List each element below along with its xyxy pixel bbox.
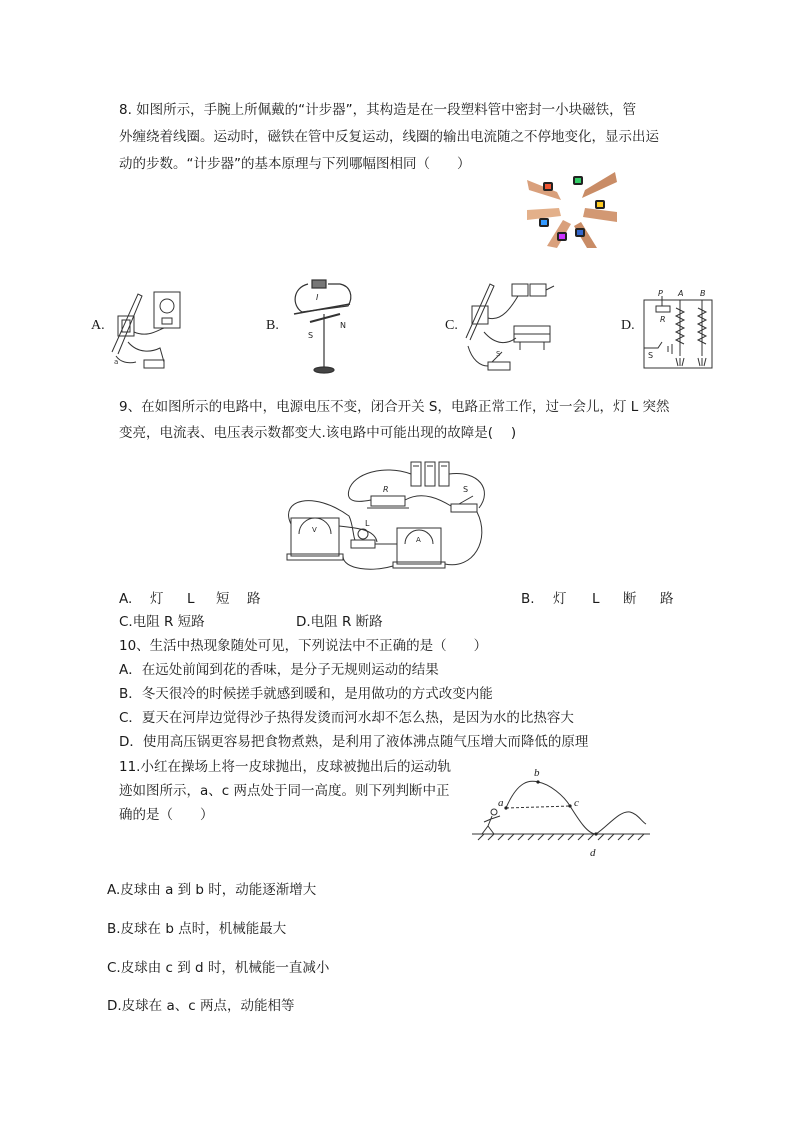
q8-figure-a-generator (108, 282, 188, 374)
q8-fig-d-label-a: A (678, 289, 684, 298)
q11-option-c: C.皮球由 c 到 d 时，机械能一直减小 (107, 960, 330, 976)
q11-text-line-1: 11.小红在操场上将一皮球抛出，皮球被抛出后的运动轨 (119, 759, 451, 775)
q9-option-a-word-3: 短 (216, 591, 230, 607)
q9-fig-label-v: V (312, 526, 317, 534)
q8-option-d-label: D. (621, 318, 635, 333)
q10-stem: 10、生活中热现象随处可见，下列说法中不正确的是（ ） (119, 638, 488, 654)
q9-fig-label-a: A (416, 536, 421, 544)
q8-option-a-label: A. (91, 318, 105, 333)
q11-option-a: A.皮球由 a 到 b 时，动能逐渐增大 (107, 882, 317, 898)
svg-text:a: a (114, 358, 119, 366)
q8-figure-c-motor (462, 276, 558, 376)
q8-text-line-2: 外缠绕着线圈。运动时，磁铁在管中反复运动，线圈的输出电流随之不停地变化，显示出运 (119, 129, 659, 145)
q10-option-c: C．夏天在河岸边觉得沙子热得发烫而河水却不怎么热，是因为水的比热容大 (119, 710, 574, 726)
q9-fig-label-r: R (383, 485, 389, 494)
q9-option-a-word-2: L (187, 591, 195, 607)
q9-circuit-figure (283, 460, 493, 582)
q11-trajectory-figure (470, 766, 652, 860)
q8-fig-d-label-b: B (700, 289, 706, 298)
q11-fig-label-c: c (574, 797, 579, 809)
q9-option-a-word-1: 灯 (150, 591, 164, 607)
q9-option-a-word-4: 路 (247, 591, 261, 607)
q8-figure-b-oersted (288, 276, 358, 380)
q9-fig-label-l: L (365, 519, 370, 528)
q10-option-a: A．在远处前闻到花的香味，是分子无规则运动的结果 (119, 662, 439, 678)
q9-fig-label-s: S (463, 485, 469, 494)
q8-option-b-label: B. (266, 318, 279, 333)
q8-text-line-3: 动的步数。“计步器”的基本原理与下列哪幅图相同（ ） (119, 156, 471, 172)
q9-option-b-word-1: 灯 (553, 591, 567, 607)
q11-fig-label-b: b (534, 767, 540, 779)
q9-option-c: C.电阻 R 短路 (119, 614, 205, 630)
q9-option-b-prefix: B. (521, 591, 535, 607)
q11-fig-label-a: a (498, 797, 504, 809)
q11-text-line-2: 迹如图所示，a、c 两点处于同一高度。则下列判断中正 (119, 783, 450, 799)
pedometer-wrists-photo (527, 170, 617, 248)
q11-option-d: D.皮球在 a、c 两点，动能相等 (107, 998, 295, 1014)
q11-text-line-3: 确的是（ ） (119, 807, 214, 823)
q8-option-c-label: C. (445, 318, 458, 333)
q9-text-line-1: 9、在如图所示的电路中，电源电压不变，闭合开关 S，电路正常工作，过一会儿，灯 L 突然 (119, 399, 670, 415)
q9-option-b-word-2: L (592, 591, 600, 607)
q9-text-line-2: 变亮，电流表、电压表示数都变大.该电路中可能出现的故障是( ) (119, 425, 517, 441)
svg-text:S: S (496, 350, 501, 358)
q11-fig-label-d: d (590, 847, 596, 859)
q9-option-a-prefix: A. (119, 591, 133, 607)
q10-option-d: D．使用高压锅更容易把食物煮熟，是利用了液体沸点随气压增大而降低的原理 (119, 734, 589, 750)
q9-option-d: D.电阻 R 断路 (296, 614, 383, 630)
q8-fig-d-label-s: S (648, 351, 654, 360)
q8-fig-b-label-i: I (316, 293, 319, 302)
q8-text-line-1: 8. 如图所示，手腕上所佩戴的“计步器”，其构造是在一段塑料管中密封一小块磁铁，管 (119, 102, 637, 118)
q8-fig-b-label-n: N (340, 321, 346, 330)
q8-fig-d-label-p: P (658, 289, 663, 298)
q11-option-b: B.皮球在 b 点时，机械能最大 (107, 921, 287, 937)
q8-figure-d-electromagnet (640, 286, 716, 372)
q9-option-b-word-3: 断 (623, 591, 637, 607)
q8-fig-b-label-s: S (308, 331, 314, 340)
q9-option-b-word-4: 路 (660, 591, 674, 607)
q10-option-b: B．冬天很冷的时候搓手就感到暖和，是用做功的方式改变内能 (119, 686, 493, 702)
q8-fig-d-label-r: R (660, 315, 666, 324)
